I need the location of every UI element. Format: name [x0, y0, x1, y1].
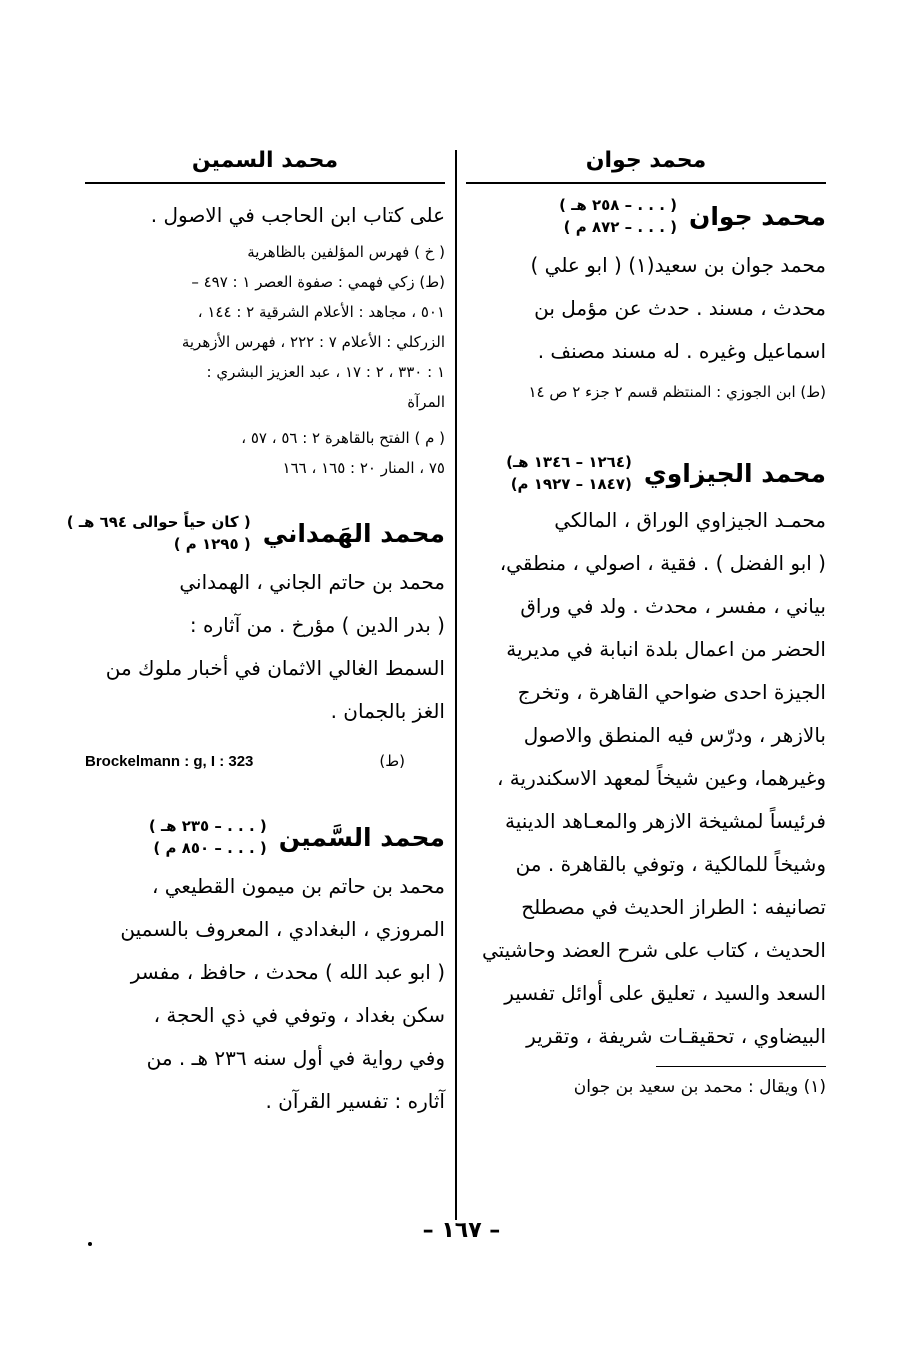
body-line: وشيخاً للمالكية ، وتوفي بالقاهرة . من [515, 852, 826, 876]
date-hijri: ( . . . – ٢٥٨ هـ ) [559, 196, 677, 214]
reference-mark: (ط) [379, 752, 405, 770]
entry-reference: (ط) ابن الجوزي : المنتظم قسم ٢ جزء ٢ ص ١٤ [528, 383, 826, 401]
entry-body [466, 244, 826, 373]
entry-body [466, 499, 826, 1058]
reference-line: ١ : ٣٣٠ ، ٢ : ١٧ ، عبد العزيز البشري : [206, 363, 445, 381]
date-gregorian: ( ١٢٩٥ م ) [173, 535, 251, 553]
entry-dates [559, 194, 677, 238]
entry-heading [466, 194, 826, 238]
body-line: وغيرهما، وعين شيخاً لمعهد الاسكندرية ، [496, 766, 826, 790]
entry-dates [149, 815, 267, 859]
date-hijri: ( كان حياً حوالى ٦٩٤ هـ ) [66, 513, 251, 531]
left-column [66, 140, 445, 1123]
body-line: آثاره : تفسير القرآن . [265, 1089, 445, 1113]
brockelmann-reference [85, 741, 445, 781]
entry-body [85, 561, 445, 733]
date-hijri: (١٢٦٤ – ١٣٤٦ هـ) [506, 453, 632, 471]
running-header-right: محمد جوان [585, 148, 707, 173]
body-line: وفي رواية في أول سنه ٢٣٦ هـ . من [146, 1046, 445, 1070]
entry-dates [506, 451, 632, 495]
date-gregorian: (١٨٤٧ – ١٩٢٧ م) [510, 475, 632, 493]
entry-dates [67, 511, 251, 555]
entry-name: محمد الجيزاوي [643, 458, 826, 488]
date-hijri: ( . . . – ٢٣٥ هـ ) [148, 817, 267, 835]
body-line: سكن بغداد ، وتوفي في ذي الحجة ، [153, 1003, 445, 1027]
body-line: الجيزة احدى ضواحي القاهرة ، وتخرج [517, 680, 826, 704]
references-block [85, 237, 445, 483]
body-line: تصانيفه : الطراز الحديث في مصطلح [521, 895, 826, 919]
reference-line: ( خ ) فهرس المؤلفين بالظاهرية [247, 243, 445, 261]
stray-dot [88, 1242, 92, 1246]
body-line: محمد بن حاتم بن ميمون القطيعي ، [151, 874, 445, 898]
running-header-left: محمد السمين [191, 148, 339, 173]
date-gregorian: ( . . . – ٨٥٠ م ) [153, 839, 267, 857]
reference-line: ٥٠١ ، مجاهد : الأعلام الشرقية ٢ : ١٤٤ ، [197, 303, 445, 321]
body-line: فرئيساً لمشيخة الازهر والمعـاهد الدينية [505, 809, 826, 833]
footnote-rule [656, 1066, 826, 1067]
entry-name: محمد الهَمداني [262, 518, 445, 548]
body-line: بالازهر ، ودرّس فيه المنطق والاصول [523, 723, 826, 747]
body-line: المروزي ، البغدادي ، المعروف بالسمين [120, 917, 445, 941]
page-number: – ١٦٧ – [422, 1218, 501, 1243]
entry-body [85, 865, 445, 1123]
right-column [466, 140, 826, 1101]
body-line: بياني ، مفسر ، محدث . ولد في وراق [520, 594, 826, 618]
reference-line: ٧٥ ، المنار ٢٠ : ١٦٥ ، ١٦٦ [282, 459, 445, 477]
column-divider [455, 150, 457, 1220]
body-line: محمد جوان بن سعيد(١) ( ابو علي ) [530, 253, 826, 277]
body-line: السمط الغالي الاثمان في أخبار ملوك من [105, 656, 445, 680]
header-rule-left [85, 182, 445, 184]
reference-line: الزركلي : الأعلام ٧ : ٢٢٢ ، فهرس الأزهرية [181, 333, 445, 351]
body-line: محمـد الجيزاوي الوراق ، المالكي [554, 508, 826, 532]
body-line: البيضاوي ، تحقيقـات شريفة ، وتقرير [526, 1024, 826, 1048]
body-line: ( ابو الفضل ) . فقية ، اصولي ، منطقي، [499, 551, 826, 575]
body-line: الغز بالجمان . [330, 699, 445, 723]
entry-name: محمد جوان [689, 201, 826, 231]
reference-line: (ط) زكي فهمي : صفوة العصر ١ : ٤٩٧ – [191, 273, 445, 291]
reference-line: ( م ) الفتح بالقاهرة ٢ : ٥٦ ، ٥٧ ، [241, 429, 445, 447]
continuation-line: على كتاب ابن الحاجب في الاصول . [150, 203, 445, 227]
body-line: الحديث ، كتاب على شرح العضد وحاشيتي [481, 938, 826, 962]
entry-heading [466, 451, 826, 495]
body-line: الحضر من اعمال بلدة انبابة في مديرية [506, 637, 826, 661]
body-line: السعد والسيد ، تعليق على أوائل تفسير [504, 981, 826, 1005]
body-line: ( بدر الدين ) مؤرخ . من آثاره : [189, 613, 445, 637]
body-line: محمد بن حاتم الجاني ، الهمداني [179, 570, 445, 594]
entry-heading [66, 511, 445, 555]
body-line: ( ابو عبد الله ) محدث ، حافظ ، مفسر [130, 960, 445, 984]
header-rule-right [466, 182, 826, 184]
entry-heading [85, 815, 445, 859]
reference-line: المرآة [407, 393, 445, 411]
body-line: اسماعيل وغيره . له مسند مصنف . [537, 339, 826, 363]
reference-latin: Brockelmann : g, I : 323 [85, 752, 254, 770]
entry-name: محمد السَّمين [278, 822, 445, 852]
footnote: (١) ويقال : محمد بن سعيد بن جوان [573, 1077, 826, 1097]
body-line: محدث ، مسند . حدث عن مؤمل بن [534, 296, 826, 320]
date-gregorian: ( . . . – ٨٧٢ م ) [563, 218, 677, 236]
